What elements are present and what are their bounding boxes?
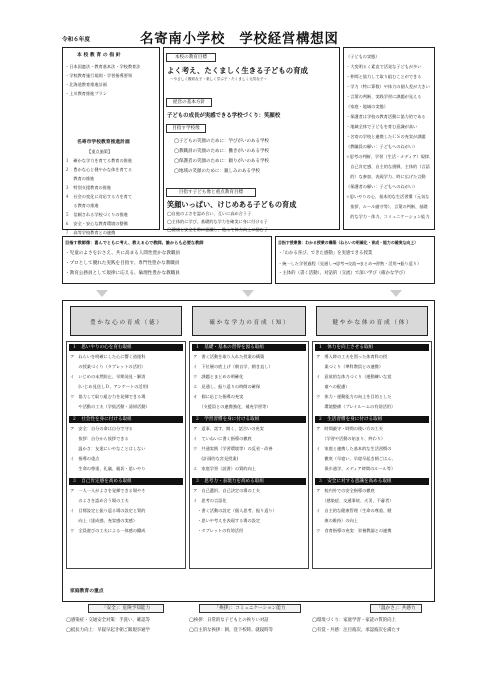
section-line: 温かさ：友達にいやなことはしない xyxy=(70,446,146,451)
home-box-line: ◯挨拶：日常的な子どもとの挨りい対話 xyxy=(189,618,269,623)
section-line: の授業づくり（タブレットの活用） xyxy=(70,364,146,369)
teacher-image-item: ・教育公務員として規律に応える、倫理性豊かな教職員 xyxy=(65,271,180,276)
reality-item: 的）な参加、表現学力、時に広げた言動 xyxy=(346,174,426,179)
school-image-item: ◯子どもの笑顔のために：学びがいのある学校 xyxy=(174,139,270,144)
section-line: エ 家庭学習（読書）の質的向上 xyxy=(193,466,256,471)
section-title: ２ 社会性を身に付ける取組 xyxy=(69,416,183,423)
section-line: イ 目標設定と振り返る場の設定と質的 xyxy=(70,508,146,513)
teacher-image-panel xyxy=(62,236,272,284)
section-line: ウ 共通実践（学習環境等）の反省・改善 xyxy=(193,446,273,451)
section-title: ２ 生活習慣を身に付ける取組 xyxy=(315,416,429,423)
section-line: 康の維持）の向上 xyxy=(316,518,358,523)
section-line: （支援員との連携強化、補充学習等） xyxy=(193,404,271,409)
arrow-down-icon xyxy=(96,290,108,297)
section-line: イ 意欲的な体力づくり（運動練いな覚 xyxy=(316,374,392,379)
section-line: ア 返事、話す、聞く、話合いの充実 xyxy=(193,426,264,431)
section-title: １ 思いやりの心を育む取組 xyxy=(69,344,183,351)
reality-item: ・大変明るく素直で活発な子どもが多い xyxy=(346,64,422,69)
section-line: （学習や活動の始まり、終わり） xyxy=(316,436,386,441)
column-header-academic xyxy=(192,306,306,336)
lesson-image-panel xyxy=(275,236,435,284)
section-line: 挨拶：自分から挨拶できる xyxy=(70,436,129,441)
section-line: のよさを認め合う場の工夫 xyxy=(70,498,129,503)
city-plan-item: る教育の推進 xyxy=(65,203,99,208)
city-plan-item: １ 確かな学力を育てる教育の推進 xyxy=(65,158,133,163)
school-image-item: ◯地域の笑顔のために：親しみのある学校 xyxy=(174,169,261,174)
home-education-title: 家庭教育の重点 xyxy=(70,589,104,594)
home-box-line: ◯自主的な挨拶：朝、登下校時、就寝時等 xyxy=(189,628,273,633)
city-plan-item: ３ 特別支援教育の推進 xyxy=(65,185,112,190)
child-image-label: 目指す子ども像と重点教育目標 xyxy=(166,188,256,197)
section-line: ・思いや考えを表現する場の設定 xyxy=(193,518,261,523)
section-line: 業づくり（準科教員との連携） xyxy=(316,364,384,369)
section-line: エ 見通し、振り返りの時間の確保 xyxy=(193,384,261,389)
year-label: 令和６年度 xyxy=(62,37,90,43)
column-header-text: 確 か な 学 力 の 育 成 （ 知 ） xyxy=(209,320,289,326)
reality-item: ・仲間と協力して取り組むことができる xyxy=(346,74,422,79)
realities-panel xyxy=(343,47,435,230)
school-image-item: ◯教職員の笑顔のために：働きがいのある学校 xyxy=(174,149,270,154)
city-plan-item: ５ 信頼される学校づくりの推進 xyxy=(65,212,128,217)
home-box-label: 「挨拶」：コミュニケーション能力 xyxy=(199,604,301,613)
section-title: ３ 安全に対する意識を高める取組 xyxy=(315,478,429,485)
guidelines-item: ・学校教育施行規則・学習指導要領 xyxy=(65,73,133,78)
reality-item: ・保護者は学校の教育活動に協力的である xyxy=(346,114,426,119)
reality-item: 挨拶、ルール厳守等）、言葉の判断、基礎 xyxy=(346,204,428,209)
home-box-greeting xyxy=(189,602,309,646)
city-plan-item: 教育の推進 xyxy=(65,176,95,181)
policy-text: 子どもの成長が実感できる学校づくり：笑顔校 xyxy=(167,113,281,119)
column-academic xyxy=(189,341,309,569)
section-title: ２ 学習習慣を身に付ける取組 xyxy=(192,416,306,423)
column-moral xyxy=(66,341,186,569)
section-line: ウ 課題とまとめの明確化 xyxy=(193,374,244,379)
section-line: イ 家庭と連携した基本的な生活習慣の xyxy=(316,446,392,451)
section-line: 徹底（早寝い、早寝早起き朝ごはん、 xyxy=(316,456,396,461)
section-line: ウ 体力・運動能力の向上を目的とした xyxy=(316,394,392,399)
section-line: イ 自主的な健康管理（生命の尊重、健 xyxy=(316,508,392,513)
section-line: (計画的な宮見授業) xyxy=(193,456,239,461)
lesson-image-item: ・統一した学習過程（見通し→思考→交流→まとめ→習熟・活用→振り返り） xyxy=(278,261,422,266)
child-image-item: ◯自他のよさを認め合い、互いに高め合う子 xyxy=(167,211,252,216)
section-line: ア 導入時の工夫を図った体育科の授 xyxy=(316,354,388,359)
goal-sub: ～やさしく親切な子・楽しく学ぶ子・たくましく元気な子～ xyxy=(170,77,268,81)
lesson-image-item: ・「わかる喜び、できた感動」を実感できる授業 xyxy=(278,251,373,256)
section-line: ウ 協力して取り組む力を発揮できる場 xyxy=(70,394,146,399)
page-title: 名寄南小学校 学校経営構想図 xyxy=(140,32,339,47)
section-title: ３ 自己肯定感を高める取組 xyxy=(69,478,183,485)
section-line: 環境整備（プレイルームの有効活用） xyxy=(316,404,396,409)
teacher-image-item: ・児童のよさをおさえ、共に高まる人間性豊かな教職員 xyxy=(65,251,181,256)
section-title: １ 体力を向上させる取組 xyxy=(315,344,429,351)
section-line: 保歩通学、メディア時間のルール等） xyxy=(316,466,396,471)
goals-panel xyxy=(163,47,340,230)
column-header-physical xyxy=(316,306,428,336)
column-header-text: 健 や か な 体 の 育 成 （ 体 ） xyxy=(332,320,412,326)
section-title: ３ 思考力・表現力を高める取組 xyxy=(192,478,306,485)
section-line: や活動の工夫（学級活動・清掃活動） xyxy=(70,404,150,409)
city-plan-item: ６ 安全・安心な教育環境の整備 xyxy=(65,221,128,226)
home-box-line: ◯抵抗力向上：早寝早起き朝ご飯規歩通学 xyxy=(66,628,150,633)
teacher-image-item: ・プロとして優れた実践を目指す、専門性豊かな教職員 xyxy=(65,261,180,266)
section-line: ウ 食育指導の充実：栄養教諭との連携 xyxy=(316,528,392,533)
section-line: ア 校内外での安全指導の徹底 xyxy=(316,488,375,493)
city-plan-title: 名寄市学校教育推進計画 xyxy=(77,140,130,145)
teacher-image-title: 目指す教師像：喜んでともに考え、教える心で教師。誰からも必要な教師 xyxy=(65,240,204,245)
section-line: ・タブレットの有効活用 xyxy=(193,528,244,533)
home-box-line: ◯感染症・交通安全対策：手洗い、確認等 xyxy=(66,618,150,623)
child-image-item: ◯主体的に学び、基礎的な学力を確実に身に付ける子 xyxy=(167,219,268,224)
section-line: イ 指導の重点 xyxy=(70,456,100,461)
section-line: ア 時間厳守・時間の使い方の工夫 xyxy=(316,426,384,431)
policy-label: 経営の基本方針 xyxy=(166,98,212,107)
arrow-down-icon xyxy=(390,290,402,297)
school-image-item: ◯保護者の笑顔のために：頼りがいのある学校 xyxy=(174,159,270,164)
goal-main: よく考え、たくましく生きる子どもの育成 xyxy=(167,66,308,75)
reality-item: ・言葉の判断、実践学習に課題が見える xyxy=(346,94,422,99)
column-physical xyxy=(312,341,432,569)
section-line: ア ねらいを明確にした心に響く道徳科 xyxy=(70,354,146,359)
reality-item: ☆思考の判断、学習（生活・メディア）規律、 xyxy=(346,154,434,159)
reality-item: ・学力（特に算数）や体力の個人差が大きい xyxy=(346,84,430,89)
section-line: （感染症、交通事故、火災、不審者） xyxy=(316,498,394,503)
reality-item: ・名寄の学校と連携したＣＳの充実が課題 xyxy=(346,134,426,139)
reality-item: （子どもの実態） xyxy=(346,54,380,59)
section-line: ア 書く活動を取り入れた授業の構築 xyxy=(193,354,265,359)
section-line: ・書く活動の設定（個人思考、振り返り） xyxy=(193,508,277,513)
section-line: 童への配慮） xyxy=(316,384,350,389)
reality-item: （保護者の願い：子どもへのねがい） xyxy=(346,184,418,189)
column-header-moral xyxy=(70,306,182,336)
lesson-image-item: ・主体的（書く活動）、対話的（交流）で深い学び（確かな学び） xyxy=(278,271,408,276)
section-line: ア 安全：自分の命は自分で守る xyxy=(70,426,133,431)
section-line: 向上（達成感、充実感の実感） xyxy=(70,518,138,523)
city-plan-item: ２ 豊かな心と健やかな体を育てる xyxy=(65,167,133,172)
reality-item: ・地域全体で子どもを育む意識が高い xyxy=(346,124,418,129)
reality-item: （教職員の願い：子どもへのねがい） xyxy=(346,144,418,149)
city-plan-item: ７ 高等学校教育との連携 xyxy=(65,230,116,235)
guidelines-item: ・上川教育推進プラン xyxy=(65,91,107,96)
child-image-main: 笑顔いっぱい、けじめある子どもの育成 xyxy=(167,200,297,209)
lesson-image-title: 目指す授業像：わかる授業の構築（ねらいの明確化・育成・能力の確実な向上） xyxy=(278,240,419,245)
goal-label: 本校の教育目標 xyxy=(166,53,216,62)
home-box-label: 「安全」：危険予知能力 xyxy=(88,604,164,613)
section-line: ア 自己選択、自己決定の場の工夫 xyxy=(193,488,261,493)
guidelines-item: ・北海道教育推進計画 xyxy=(65,82,107,87)
section-line: イ ていねいに書く指導の徹底 xyxy=(193,436,252,441)
reality-item: 的な学力・体力、コミュニケーション能力 xyxy=(346,214,430,219)
reality-item: 自己肯定感、自主的な挑戦、主体的（言語 xyxy=(346,164,430,169)
city-plan-subtitle: 【重点施策】 xyxy=(87,149,113,154)
reality-item: （家庭・地域の実態） xyxy=(346,104,388,109)
section-line: 生命の尊重、礼儀、親切・思いやり xyxy=(70,466,146,471)
city-plan-item: ４ 社会の変化に対応する力を育て xyxy=(65,194,133,199)
section-line: オ 個に応じた指導の充実 xyxy=(193,394,244,399)
home-box-line: ◯環境づくり：家庭学習・家読の質的向上 xyxy=(312,618,396,623)
home-box-label: 「温かさ」：共感力 xyxy=(370,604,422,613)
guidelines-panel xyxy=(62,47,160,235)
section-title: １ 基礎・基本の習得を図る取組 xyxy=(192,344,306,351)
section-line: イ 思考の言語化 xyxy=(193,498,227,503)
home-box-warmth xyxy=(312,602,432,646)
reality-item: ☆思いやりの心、基本的な生活習慣（元気な xyxy=(346,194,430,199)
home-box-safety xyxy=(66,602,186,646)
section-line: ア 一人一人がよさを発揮できる場やそ xyxy=(70,488,146,493)
section-line: イ いじめの未然防止、早期発見・解消 xyxy=(70,374,146,379)
guidelines-title: 本 校 教 育 の 指 針 xyxy=(77,53,121,58)
arrow-down-icon xyxy=(242,290,254,297)
guidelines-item: ・日本国憲法・教育基本法・学校教育法 xyxy=(65,64,141,69)
child-image-item: ◯健康と安全を常に意識し、進んで体力向上に励む子 xyxy=(167,227,269,232)
section-line: ウ 全員遊びの工夫による一体感の醸成 xyxy=(70,528,146,533)
section-line: イ 下位層の底上げ（朝自学、朝き直し） xyxy=(193,364,273,369)
home-box-line: ◯有覚・共感：注目彼次、承認彼次を満たす xyxy=(312,628,401,633)
school-image-label: 目指す学校像 xyxy=(166,124,206,133)
section-line: (いじめ見送しＤ、アンケートの活用) xyxy=(70,384,149,389)
column-header-text: 豊 か な 心 の 育 成 （ 徳 ） xyxy=(90,320,162,326)
